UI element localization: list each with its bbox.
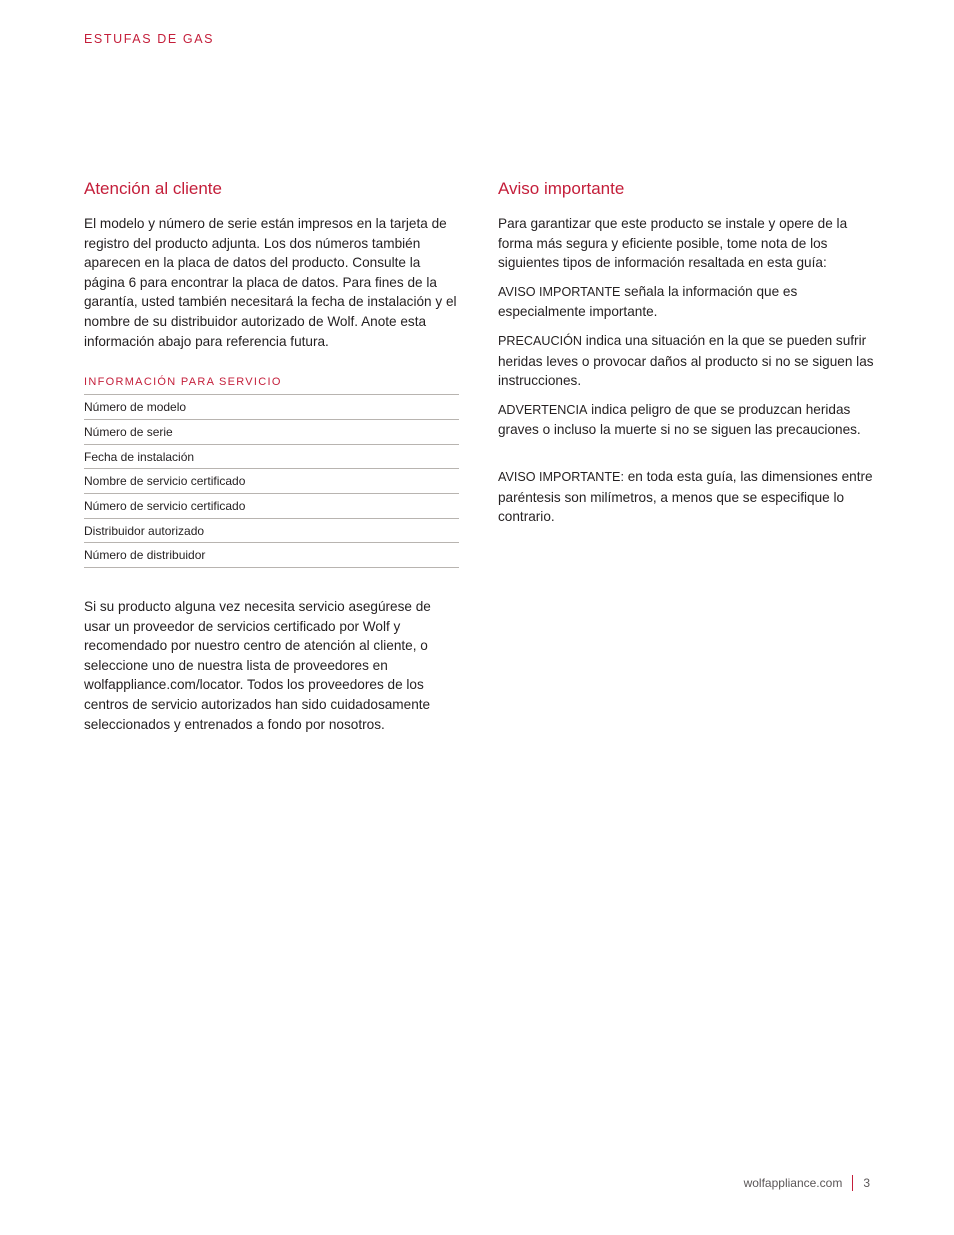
notice-text: señala la información que es especialmente importante.	[498, 283, 798, 320]
service-row-model-number: Número de modelo	[84, 395, 459, 420]
notice-text: en toda esta guía, las dimensiones entre paréntesis son milímetros, a menos que se especifique lo contrario.	[498, 468, 873, 525]
service-row-serial-number: Número de serie	[84, 420, 459, 445]
customer-service-title: Atención al cliente	[84, 179, 222, 198]
notice-dimensions	[498, 467, 878, 527]
page-number: 3	[863, 1176, 870, 1190]
notice-term: PRECAUCIÓN	[498, 333, 582, 348]
important-notice-intro: Para garantizar que este producto se instale y opere de la forma más segura y eficiente posible, tome nota de los siguientes tipos de información resaltada en esta guía:	[498, 216, 848, 271]
notice-term: AVISO IMPORTANTE:	[498, 469, 624, 484]
notice-warning	[498, 400, 878, 440]
service-row-dealer-number: Número de distribuidor	[84, 543, 459, 568]
customer-service-intro: El modelo y número de serie están impresos en la tarjeta de registro del producto adjunta. Los dos números también aparecen en la placa de datos del producto. Consulte la página 6 para encontrar la placa de datos. Para fines de la garantía, usted también necesitará la fecha de instalación y el nombre de su distribuidor autorizado de Wolf. Anote esta información abajo para referencia futura.	[84, 216, 457, 349]
customer-service-column	[84, 178, 459, 734]
service-paragraph: Si su producto alguna vez necesita servicio asegúrese de usar un proveedor de servicios certificado por Wolf y recomendado por nuestro centro de atención al cliente, o seleccione uno de nuestra lista de proveedores en wolfappliance.com/locator. Todos los proveedores de los centros de servicio autorizados han sido cuidadosamente seleccionados y entrenados a fondo por nosotros.	[84, 598, 431, 732]
service-row-certified-service-number: Número de servicio certificado	[84, 494, 459, 519]
notice-important	[498, 282, 878, 322]
footer-divider	[852, 1175, 853, 1191]
notice-text: indica peligro de que se produzcan heridas graves o incluso la muerte si no se siguen las precauciones.	[498, 401, 861, 438]
notice-text: indica una situación en la que se pueden sufrir heridas leves o provocar daños al producto si no se siguen las instrucciones.	[498, 332, 874, 389]
service-row-certified-service-name: Nombre de servicio certificado	[84, 469, 459, 494]
footer-website: wolfappliance.com	[743, 1176, 843, 1190]
section-label: ESTUFAS DE GAS	[84, 32, 215, 46]
important-notice-title: Aviso importante	[498, 179, 625, 198]
notice-term: ADVERTENCIA	[498, 402, 588, 417]
service-info-table	[84, 394, 459, 568]
important-notice-column	[498, 178, 878, 527]
service-row-authorized-dealer: Distribuidor autorizado	[84, 519, 459, 544]
service-info-header: INFORMACIÓN PARA SERVICIO	[84, 376, 282, 389]
notice-caution	[498, 331, 878, 391]
notice-term: AVISO IMPORTANTE	[498, 284, 621, 299]
page-footer	[744, 1174, 870, 1192]
service-row-installation-date: Fecha de instalación	[84, 445, 459, 470]
